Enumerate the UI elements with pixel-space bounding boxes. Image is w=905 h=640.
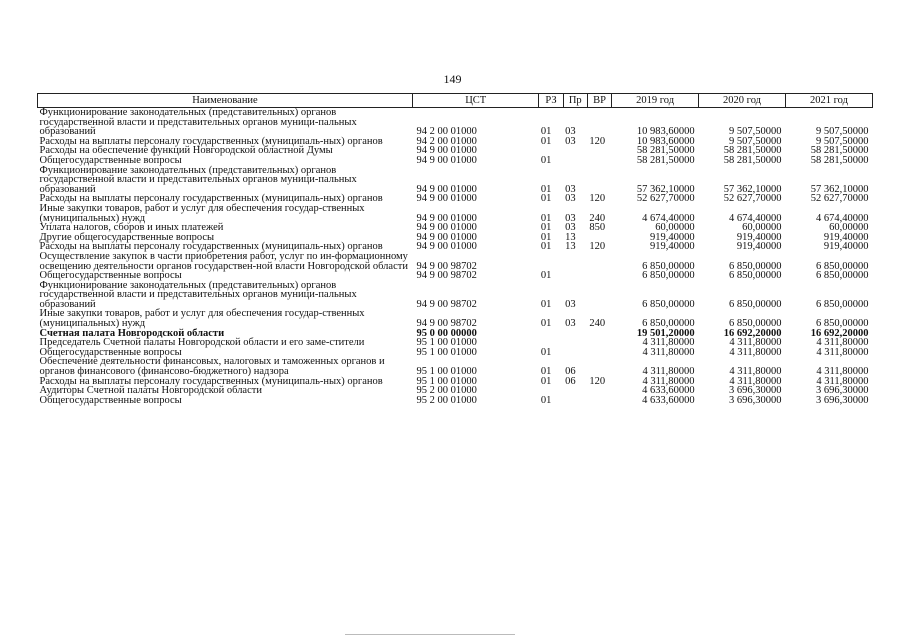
row-vr [587,166,611,195]
row-vr [587,396,611,406]
row-2021: 6 850,00000 [816,260,869,272]
row-2021: 4 311,80000 [816,366,869,378]
row-2019: 60,00000 [655,222,695,234]
row-pr: 03 [565,135,576,147]
row-pr: 03 [565,212,576,224]
row-vr [587,281,611,310]
row-2021: 6 850,00000 [816,298,869,310]
row-2021: 919,40000 [823,231,869,243]
row-2021: 60,00000 [829,222,869,234]
page-edge-divider [345,634,515,635]
row-rz: 01 [540,135,552,147]
row-name: Расходы на выплаты персоналу государственных (муниципаль-ных) органов [39,241,383,253]
row-2021: 4 311,80000 [816,375,869,387]
row-2020: 4 311,80000 [729,346,782,358]
row-cst: 94 9 00 01000 [416,193,477,205]
row-name: Общегосударственные вопросы [39,346,182,358]
row-rz: 01 [540,346,552,358]
row-rz: 01 [540,183,552,195]
row-rz: 01 [540,126,552,138]
row-rz: 01 [540,394,552,406]
row-vr [587,338,611,348]
row-vr [587,348,611,358]
row-rz: 01 [540,222,552,234]
row-2020: 60,00000 [742,222,782,234]
row-pr: 06 [565,366,576,378]
row-2020: 52 627,70000 [723,193,782,205]
row-pr [563,386,587,396]
row-vr: 120 [589,193,606,205]
row-2019: 10 983,60000 [636,135,695,147]
row-pr [563,396,587,406]
table-row [38,281,873,310]
row-2020: 6 850,00000 [728,270,782,282]
row-name: Общегосударственные вопросы [39,270,182,282]
row-cst: 94 9 00 98702 [416,318,477,330]
row-pr: 03 [565,318,576,330]
row-2019: 19 501,20000 [636,327,695,339]
row-2021: 57 362,10000 [810,183,869,195]
header-cst: ЦСТ [413,94,539,108]
row-cst: 95 1 00 01000 [416,375,477,387]
row-2020: 16 692,20000 [723,327,782,339]
row-2020: 919,40000 [736,231,782,243]
row-vr: 850 [589,222,606,234]
row-pr: 03 [565,298,576,310]
header-name: Наименование [38,94,413,108]
row-cst: 95 1 00 01000 [416,366,477,378]
row-2021: 919,40000 [823,241,869,253]
row-name: Иные закупки товаров, работ и услуг для обеспечения государ-ственных (муниципальных) нужд [39,202,365,224]
row-2020: 57 362,10000 [723,183,782,195]
row-vr [587,357,611,376]
row-cst: 94 9 00 01000 [416,154,477,166]
row-2021: 58 281,50000 [810,154,869,166]
row-vr: 240 [589,318,606,330]
row-name: Общегосударственные вопросы [39,394,182,406]
table-row [38,204,873,223]
row-2019: 6 850,00000 [642,318,695,330]
row-pr: 03 [565,193,576,205]
row-rz: 01 [540,375,552,387]
row-2019: 52 627,70000 [636,193,695,205]
row-vr: 120 [589,241,606,253]
row-2020: 3 696,30000 [728,394,782,406]
row-cst: 94 2 00 01000 [416,126,477,138]
header-2019: 2019 год [612,94,699,108]
row-pr [563,146,587,156]
row-2020: 4 311,80000 [729,366,782,378]
row-2019: 4 311,80000 [642,346,695,358]
row-2019: 6 850,00000 [642,270,695,282]
row-2019: 10 983,60000 [636,126,695,138]
row-2019: 4 633,60000 [642,385,695,397]
row-cst: 94 9 00 98702 [416,298,477,310]
row-2020: 919,40000 [736,241,782,253]
row-vr [587,252,611,271]
row-rz: 01 [540,318,552,330]
row-name: Уплата налогов, сборов и иных платежей [39,222,224,234]
row-2019: 4 674,40000 [642,212,695,224]
row-2019: 58 281,50000 [636,145,695,157]
row-name: Расходы на выплаты персоналу государственных (муниципаль-ных) органов [39,135,383,147]
row-vr: 120 [589,375,606,387]
row-name: Функционирование законодательных (представительных) органов государственной власти и представительных органов муници-пальных образований [39,279,357,310]
table-row [38,309,873,328]
row-2021: 4 674,40000 [816,212,869,224]
row-rz: 01 [540,241,552,253]
row-name: Счетная палата Новгородской области [39,327,225,339]
row-rz: 01 [540,366,552,378]
row-pr [563,252,587,271]
row-pr [563,348,587,358]
header-2020: 2020 год [699,94,786,108]
table-header [38,94,873,108]
row-2020: 6 850,00000 [728,260,782,272]
row-2019: 4 311,80000 [642,337,695,349]
header-vr: ВР [587,94,611,108]
row-name: Расходы на обеспечение функций Новгородской областной Думы [39,145,333,157]
row-2020: 58 281,50000 [723,154,782,166]
row-2021: 16 692,20000 [810,327,869,339]
row-name: Функционирование законодательных (представительных) органов государственной власти и представительных органов муници-пальных образований [39,164,357,195]
row-name: Осуществление закупок в части приобретения работ, услуг по ин-формационному освещению деятельности органов государствен-ной власти Новгородской области [39,250,408,272]
row-pr [563,271,587,281]
row-vr [587,329,611,339]
budget-table [37,93,873,405]
row-vr [587,156,611,166]
table-body [38,108,873,406]
header-pr: Пр [563,94,587,108]
row-2019: 4 633,60000 [642,394,695,406]
row-2019: 58 281,50000 [636,154,695,166]
table-row [38,166,873,195]
row-2021: 4 311,80000 [816,346,869,358]
row-2020: 9 507,50000 [728,126,782,138]
row-name: Функционирование законодательных (представительных) органов государственной власти и представительных органов муници-пальных образований [39,107,357,138]
row-cst: 94 9 00 01000 [416,183,477,195]
row-name: Расходы на выплаты персоналу государственных (муниципаль-ных) органов [39,375,383,387]
row-rz: 01 [540,212,552,224]
row-rz [539,252,563,271]
row-2019: 919,40000 [649,231,695,243]
row-2020: 3 696,30000 [728,385,782,397]
table-row [38,108,873,137]
row-rz: 01 [540,154,552,166]
row-pr [563,329,587,339]
row-name: Обеспечение деятельности финансовых, налоговых и таможенных органов и органов финансового (финансово-бюджетного) надзора [39,356,385,378]
row-2021: 9 507,50000 [816,135,869,147]
row-rz: 01 [540,270,552,282]
row-name: Общегосударственные вопросы [39,154,182,166]
row-2021: 4 311,80000 [816,337,869,349]
row-2020: 4 674,40000 [728,212,782,224]
row-rz: 01 [540,193,552,205]
row-rz: 01 [540,231,552,243]
row-rz [539,329,563,339]
row-2021: 9 507,50000 [816,126,869,138]
row-2021: 6 850,00000 [816,270,869,282]
row-cst: 94 9 00 01000 [416,212,477,224]
row-name: Другие общегосударственные вопросы [39,231,215,243]
row-vr: 240 [589,212,606,224]
row-2020: 4 311,80000 [729,337,782,349]
row-vr [587,108,611,137]
row-cst: 95 0 00 00000 [416,327,477,339]
row-pr [563,338,587,348]
row-name: Председатель Счетной палаты Новгородской области и его заме-стители [39,337,365,349]
row-pr: 06 [565,375,576,387]
row-2020: 6 850,00000 [728,318,782,330]
row-name: Расходы на выплаты персоналу государственных (муниципаль-ных) органов [39,193,383,205]
row-cst: 94 9 00 01000 [416,222,477,234]
row-cst: 94 9 00 01000 [416,231,477,243]
row-vr [587,146,611,156]
header-rz: РЗ [539,94,563,108]
row-2019: 4 311,80000 [642,375,695,387]
row-2019: 57 362,10000 [636,183,695,195]
row-2021: 3 696,30000 [816,394,869,406]
row-cst: 95 1 00 01000 [416,337,477,349]
header-2021: 2021 год [785,94,872,108]
row-name: Аудиторы Счетной палаты Новгородской области [39,385,262,397]
row-cst: 94 9 00 98702 [416,260,477,272]
row-2021: 52 627,70000 [810,193,869,205]
row-cst: 95 2 00 01000 [416,385,477,397]
row-cst: 94 9 00 98702 [416,270,477,282]
row-2019: 6 850,00000 [642,260,695,272]
row-cst: 94 9 00 01000 [416,241,477,253]
row-2021: 58 281,50000 [810,145,869,157]
row-2021: 6 850,00000 [816,318,869,330]
row-2019: 919,40000 [649,241,695,253]
row-cst: 94 9 00 01000 [416,145,477,157]
row-pr: 13 [565,231,576,243]
row-2019: 4 311,80000 [642,366,695,378]
row-2019: 6 850,00000 [642,298,695,310]
row-cst: 94 2 00 01000 [416,135,477,147]
row-pr: 03 [565,183,576,195]
table-row [38,396,873,406]
row-rz: 01 [540,298,552,310]
row-pr: 03 [565,126,576,138]
row-2020: 6 850,00000 [728,298,782,310]
row-vr [587,271,611,281]
row-name: Иные закупки товаров, работ и услуг для обеспечения государ-ственных (муниципальных) нужд [39,308,365,330]
row-cst: 95 2 00 01000 [416,394,477,406]
row-2020: 9 507,50000 [728,135,782,147]
table-row [38,252,873,271]
page-number: 149 [443,72,462,86]
row-pr: 13 [565,241,576,253]
row-2021: 3 696,30000 [816,385,869,397]
row-pr: 03 [565,222,576,234]
row-2020: 58 281,50000 [723,145,782,157]
table-row [38,357,873,376]
row-vr: 120 [589,135,606,147]
row-pr [563,156,587,166]
row-cst: 95 1 00 01000 [416,346,477,358]
row-vr [587,386,611,396]
row-2020: 4 311,80000 [729,375,782,387]
